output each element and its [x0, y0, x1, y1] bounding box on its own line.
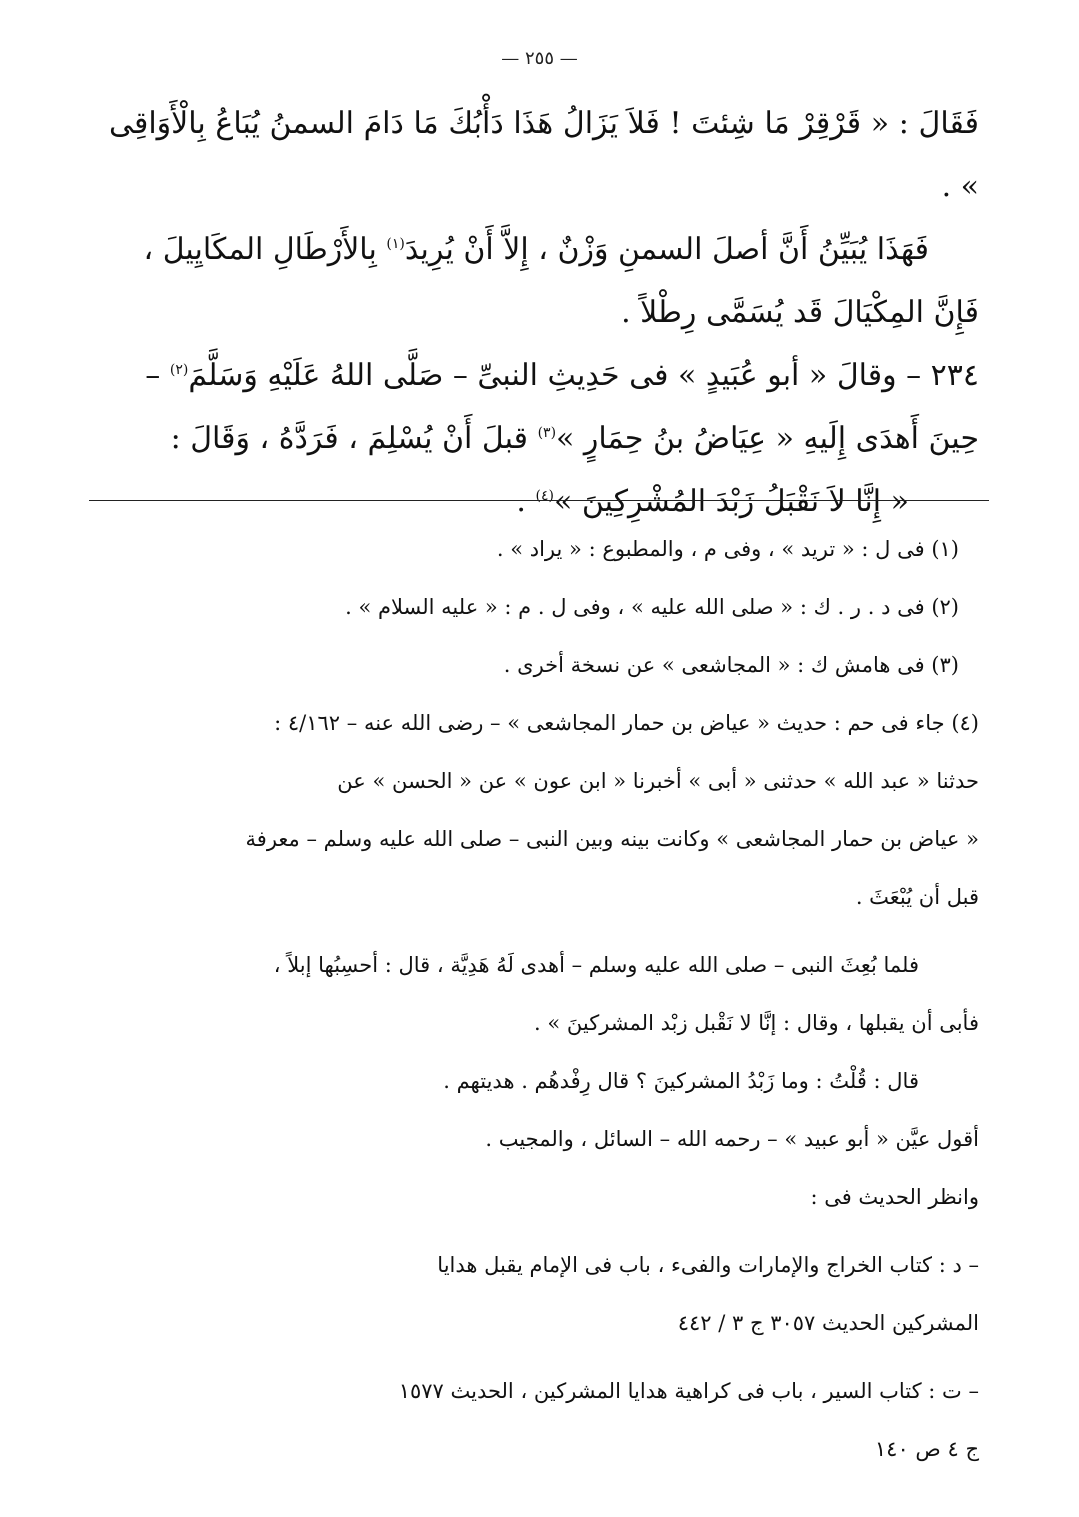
reference-t-line-1: – ت : كتاب السير ، باب فى كراهية هدايا المشركين ، الحديث ١٥٧٧ — [398, 1379, 979, 1403]
page-number: — ٢٥٥ — — [501, 48, 578, 69]
main-line-4-dash: – — [145, 358, 161, 393]
footnote-4-line-6: فأبى أن يقبلها ، وقال : إنَّا لا نَقْبل زبْد المشركينَ » . — [534, 1011, 979, 1035]
main-line-5 — [109, 407, 979, 470]
footnote-mark-2: (٢) — [169, 362, 189, 378]
main-text — [109, 92, 979, 533]
main-line-2 — [109, 218, 979, 281]
page-number-value: ٢٥٥ — [524, 48, 554, 69]
main-line-4-text: ٢٣٤ – وقالَ « أبو عُبَيدٍ » فى حَدِيثِ النبىِّ – صَلَّى اللهُ عَلَيْهِ وَسَلَّمَ — [188, 358, 979, 393]
main-line-5-end: قبلَ أَنْ يُسْلِمَ ، فَرَدَّهُ ، وَقَالَ : — [170, 421, 529, 456]
main-line-2-text: فَهَذَا يُبَيِّنُ أَنَّ أصلَ السمنِ وَزْنٌ ، إِلاَّ أَنْ يُرِيدَ — [404, 232, 929, 267]
main-line-4 — [109, 344, 979, 407]
footnotes — [99, 520, 979, 1478]
footnote-4-line-3: « عياض بن حمار المجاشعى » وكانت بينه وبين النبى – صلى الله عليه وسلم – معرفة — [245, 827, 979, 851]
footnote-4-line-2: حدثنا « عبد الله » حدثنى « أبى » أخبرنا « ابن عون » عن « الحسن » عن — [337, 769, 979, 793]
footnote-4-line-1: (٤) جاء فى حم : حديث « عياض بن حمار المجاشعى » – رضى الله عنه – ٤/١٦٢ : — [274, 711, 979, 735]
footnote-3: (٣) فى هامش ك : « المجاشعى » عن نسخة أخرى . — [503, 653, 959, 677]
footnote-4-line-7: قال : قُلْتُ : وما زَبْدُ المشركينَ ؟ قال رِفْدهُم . هديتهم . — [443, 1069, 919, 1093]
reference-t-line-2: ج ٤ ص ١٤٠ — [874, 1437, 979, 1461]
reference-d-line-1: – د : كتاب الخراج والإمارات والفىء ، باب فى الإمام يقبل هدايا — [437, 1253, 979, 1277]
footnote-mark-4: (٤) — [535, 488, 554, 504]
footnote-4-line-4: قبل أن يُبْعَثَ . — [855, 885, 979, 909]
main-line-1: فَقَالَ : « قَرْقِرْ مَا شِئتَ ! فَلاَ يَزَالُ هَذَا دَأْبُكَ مَا دَامَ السمنُ يُبَاعُ بِالْأَوَاقِى » . — [109, 106, 979, 204]
footnote-4-line-8: أقول عيَّن « أبو عبيد » – رحمه الله – السائل ، والمجيب . — [485, 1127, 979, 1151]
see-also-heading: وانظر الحديث فى : — [810, 1185, 979, 1209]
reference-d-line-2: المشركين الحديث ٣٠٥٧ ج ٣ / ٤٤٢ — [677, 1311, 979, 1335]
main-line-5-text: حِينَ أَهدَى إِلَيهِ « عِيَاضُ بنُ حِمَارٍ » — [556, 421, 979, 456]
main-line-2-end: بِالأَرْطَالِ المكَايِيلَ ، — [143, 232, 377, 267]
footnote-1: (١) فى ل : « تريد » ، وفى م ، والمطبوع : « يراد » . — [496, 537, 959, 561]
footnote-2: (٢) فى د . ر . ك : « صلى الله عليه » ، وفى ل . م : « عليه السلام » . — [345, 595, 959, 619]
main-line-3: فَإِنَّ المِكْيَالَ قَد يُسَمَّى رِطْلاً . — [621, 295, 979, 330]
main-line-6-text: « إِنَّا لاَ نَقْبَلُ زَبْدَ المُشْرِكِينَ » — [553, 484, 909, 519]
footnote-mark-3: (٣) — [537, 425, 557, 441]
footnote-mark-1: (١) — [386, 236, 405, 252]
footnote-4-line-5: فلما بُعِثَ النبى – صلى الله عليه وسلم – أهدى لَهُ هَدِيَّة ، قال : أحسِبُها إبلاً ، — [273, 953, 919, 977]
footnote-separator — [89, 500, 989, 501]
main-line-6-end: . — [516, 484, 526, 519]
